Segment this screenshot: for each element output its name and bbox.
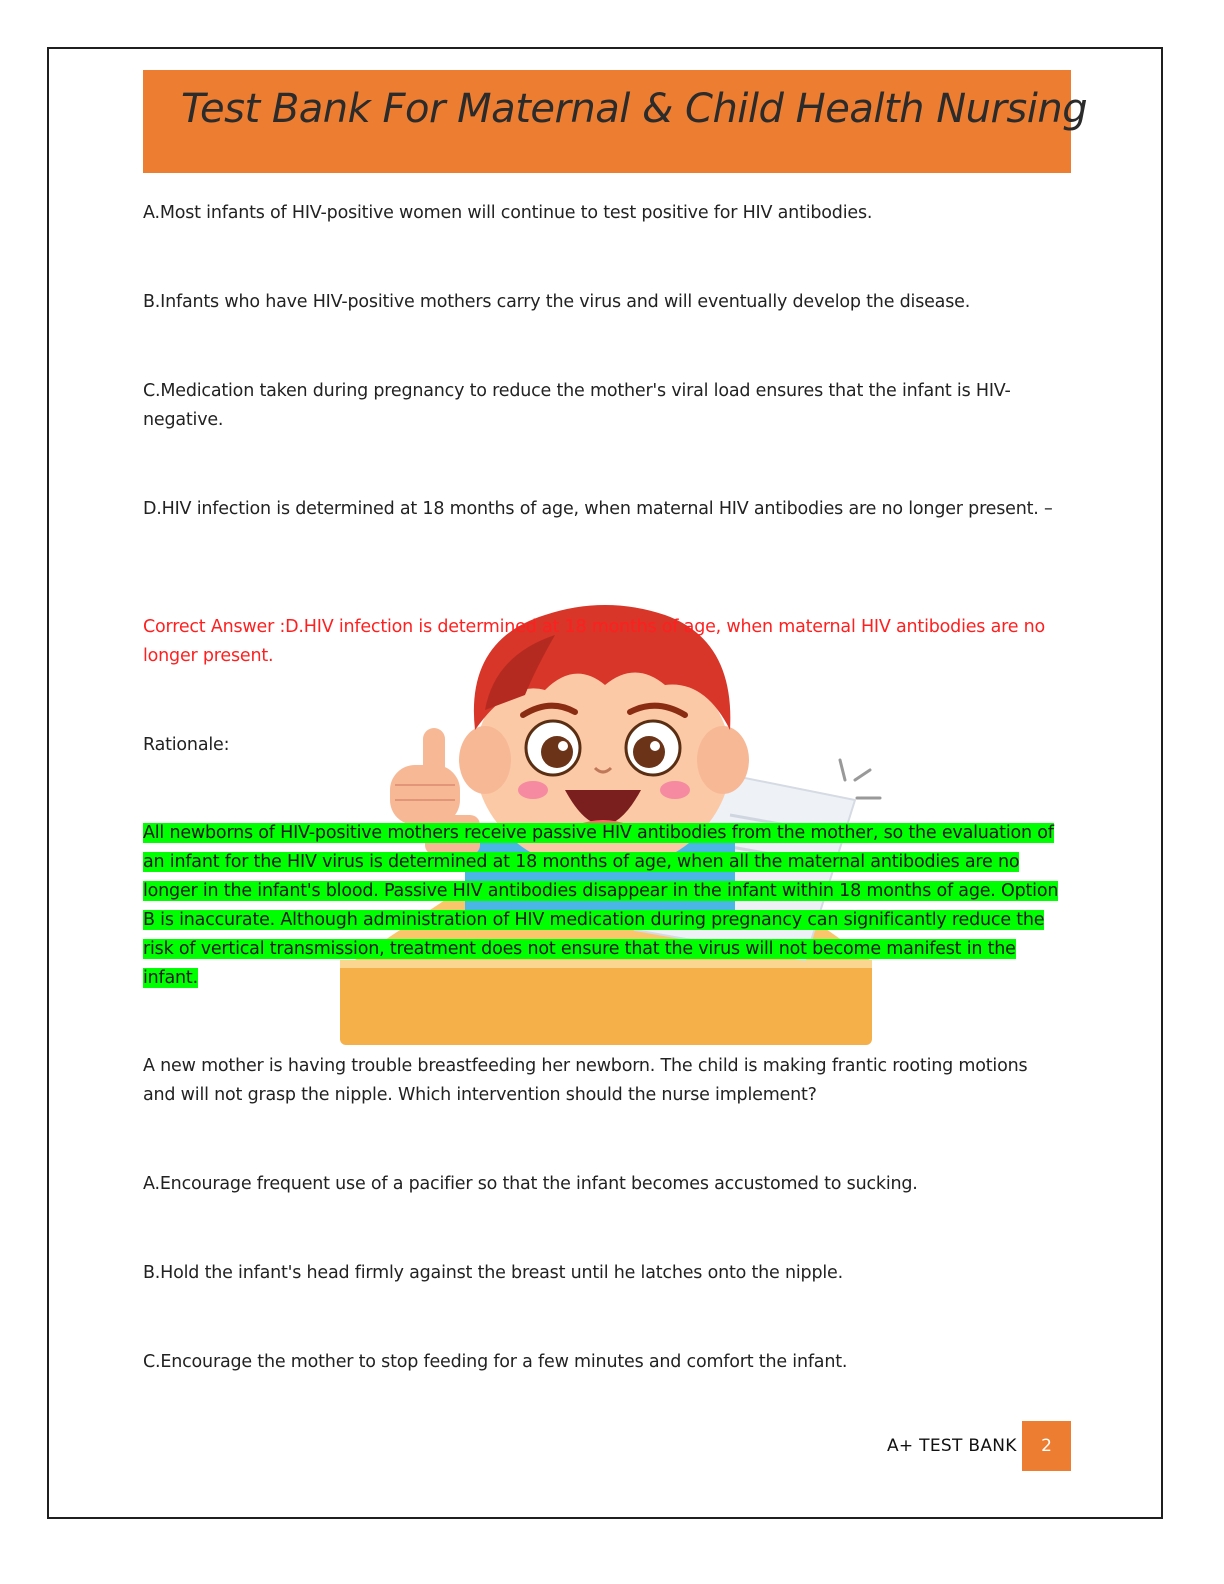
q1-option-c: C.Medication taken during pregnancy to reduce the mother's viral load ensures that the infant is HIV-negative.: [143, 381, 1011, 430]
q2-option-a: A.Encourage frequent use of a pacifier so that the infant becomes accustomed to sucking.: [143, 1174, 918, 1194]
page-number-badge: 2: [1022, 1421, 1071, 1471]
rationale-paragraph: [143, 819, 1063, 993]
q2-option-c: C.Encourage the mother to stop feeding for a few minutes and comfort the infant.: [143, 1352, 848, 1372]
q2-stem: A new mother is having trouble breastfeeding her newborn. The child is making frantic rooting motions and will not grasp the nipple. Which intervention should the nurse implement?: [143, 1056, 1028, 1105]
rationale-label: Rationale:: [143, 735, 230, 755]
rationale-highlight: All newborns of HIV-positive mothers receive passive HIV antibodies from the mother, so the evaluation of an infant for the HIV virus is determined at 18 months of age, when all the maternal antibodies are no longer in the infant's blood. Passive HIV antibodies disappear in the infant within 18 months of age. Option B is inaccurate. Although administration of HIV medication during pregnancy can significantly reduce the risk of vertical transmission, treatment does not ensure that the virus will not become manifest in the infant.: [143, 823, 1059, 988]
page-title: Test Bank For Maternal & Child Health Nursing: [181, 86, 1088, 132]
footer-label: A+ TEST BANK: [887, 1436, 1017, 1456]
q1-option-a: A.Most infants of HIV-positive women will continue to test positive for HIV antibodies.: [143, 203, 873, 223]
sparkle-marks: [840, 760, 880, 798]
q2-option-b: B.Hold the infant's head firmly against the breast until he latches onto the nipple.: [143, 1263, 843, 1283]
correct-answer: Correct Answer :D.HIV infection is determined at 18 months of age, when maternal HIV antibodies are no longer present.: [143, 617, 1046, 666]
q1-option-d: D.HIV infection is determined at 18 months of age, when maternal HIV antibodies are no longer present. –: [143, 499, 1053, 519]
q1-option-b: B.Infants who have HIV-positive mothers carry the virus and will eventually develop the disease.: [143, 292, 971, 312]
header-banner: [143, 70, 1088, 173]
